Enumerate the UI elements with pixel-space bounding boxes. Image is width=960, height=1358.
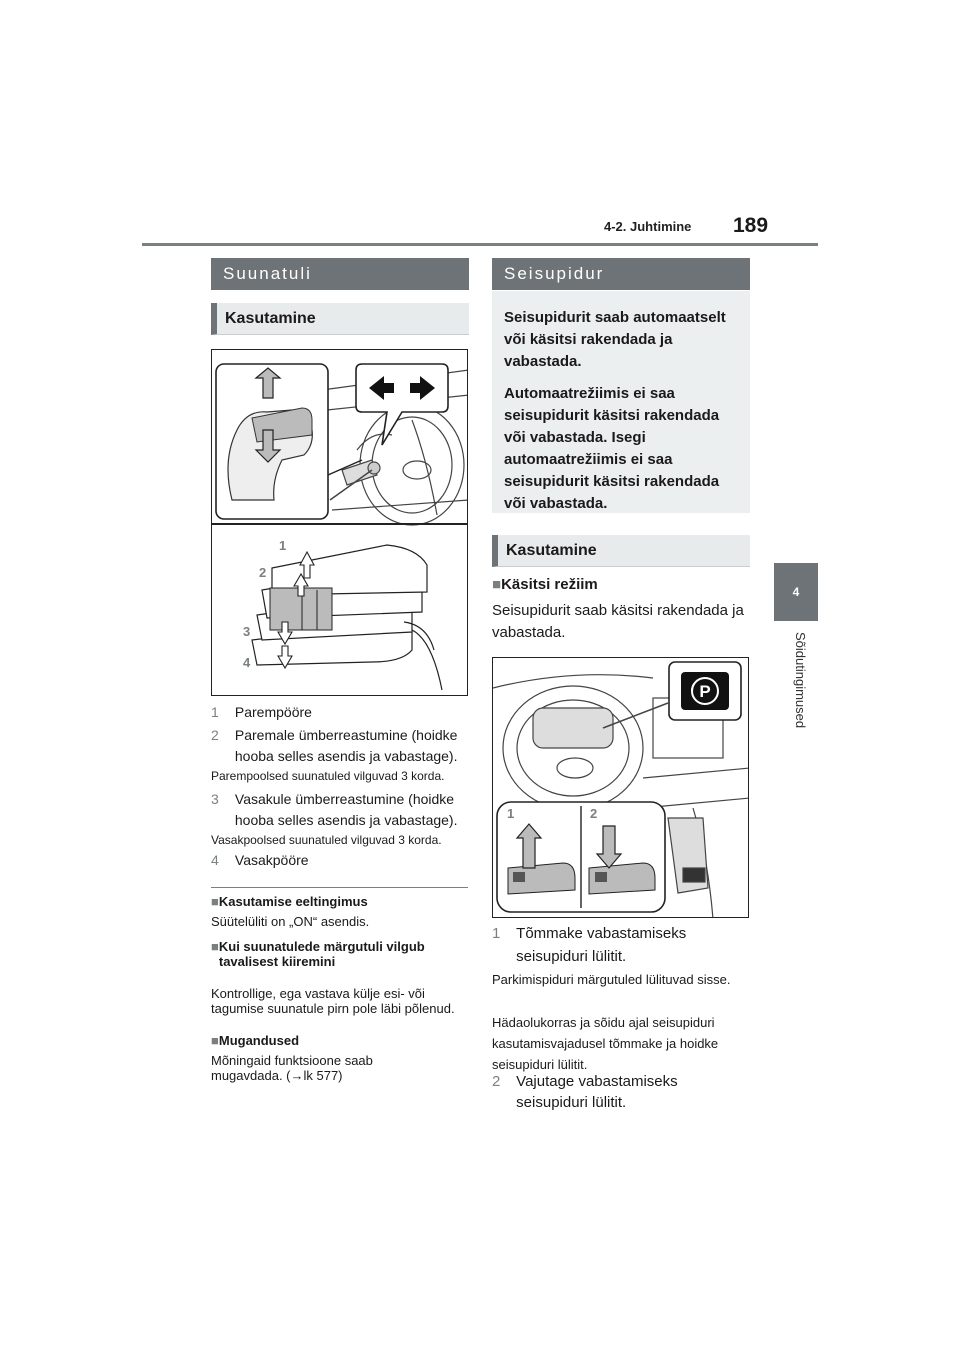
info-text-customization: Mõningaid funktsioone saab mugavdada. (→lk 577) [211,1053,373,1083]
info-heading-precondition: ■Kasutamise eeltingimus [211,894,368,909]
note-right-flash: Parempoolsed suunatuled vilguvad 3 korda. [211,769,445,783]
item-text: Paremale ümberreastumine (hoidke hooba selles asendis ja vabastage). [234,727,458,764]
item-number: 2 [492,1073,501,1090]
item-number: 2 [211,727,219,743]
turn-signal-figure [211,349,468,696]
item-text: Vasakule ümberreastumine (hoidke hooba selles asendis ja vabastage). [234,791,458,828]
figure-callout-1: 1 [507,806,515,821]
note-emergency: Hädaolukorras ja sõidu ajal seisupiduri kasutamisvajadusel tõmmake ja hoidke seisupiduri lülitit. [492,1015,719,1072]
parking-brake-illustration [493,658,749,918]
item-number: 4 [211,852,219,868]
subsection-title-usage: Kasutamine [211,303,469,335]
intro-paragraph: Automaatrežiimis ei saa seisupidurit käsitsi rakendada või vabastada. Isegi automaatrežiimis ei saa seisupidurit käsitsi rakendada või vabastada. [504,385,720,512]
page-number: 189 [733,214,769,237]
parking-brake-figure [492,657,749,918]
manual-mode-heading: ■Käsitsi režiim [492,576,598,593]
info-divider [211,887,468,888]
list-item [211,850,469,871]
chapter-tab[interactable]: 4 [774,563,818,621]
turn-signal-illustration [212,350,468,696]
item-text: Tõmmake vabastamiseks seisupiduri lülitit. [516,925,687,965]
item-number: 3 [211,791,219,807]
note-indicator-lights: Parkimispiduri märgutuled lülituvad sisse. [492,972,731,987]
list-item [211,702,469,723]
subsection-title-usage-right: Kasutamine [492,535,750,567]
header-section-title: 4-2. Juhtimine [604,219,692,234]
info-heading-customization: ■Mugandused [211,1033,300,1048]
info-heading-fast-flash: ■Kui suunatulede märgutuli vilgub tavalisest kiiremini [211,939,425,969]
chapter-label: Sõidutingimused [793,632,808,729]
list-item [492,1071,750,1113]
item-number: 1 [492,925,501,942]
item-number: 1 [211,704,219,720]
info-text-precondition: Süütelüliti on „ON“ asendis. [211,914,370,929]
list-item [492,922,750,968]
parking-p-symbol: P [699,682,711,701]
figure-callout-2: 2 [590,806,598,821]
intro-paragraph: Seisupidurit saab automaatselt või käsitsi rakendada ja vabastada. [504,309,726,370]
figure-callout-4: 4 [243,655,251,670]
figure-callout-1: 1 [279,538,287,553]
item-text: Vasakpööre [234,852,309,868]
header-divider [142,243,818,246]
section-title-turn-signal: Suunatuli [211,258,469,290]
manual-mode-text: Seisupidurit saab käsitsi rakendada ja vabastada. [492,602,744,641]
info-text-fast-flash: Kontrollige, ega vastava külje esi- või tagumise suunatule pirn pole läbi põlenud. [211,986,455,1016]
figure-callout-3: 3 [243,624,251,639]
figure-callout-2: 2 [259,565,267,580]
list-item [211,789,469,831]
item-text: Parempööre [234,704,312,720]
item-text: Vajutage vabastamiseks seisupiduri lülitit. [516,1073,678,1111]
section-title-parking-brake: Seisupidur [492,258,750,290]
list-item [211,725,469,767]
parking-brake-intro [492,291,750,513]
note-left-flash: Vasakpoolsed suunatuled vilguvad 3 korda. [211,833,442,847]
